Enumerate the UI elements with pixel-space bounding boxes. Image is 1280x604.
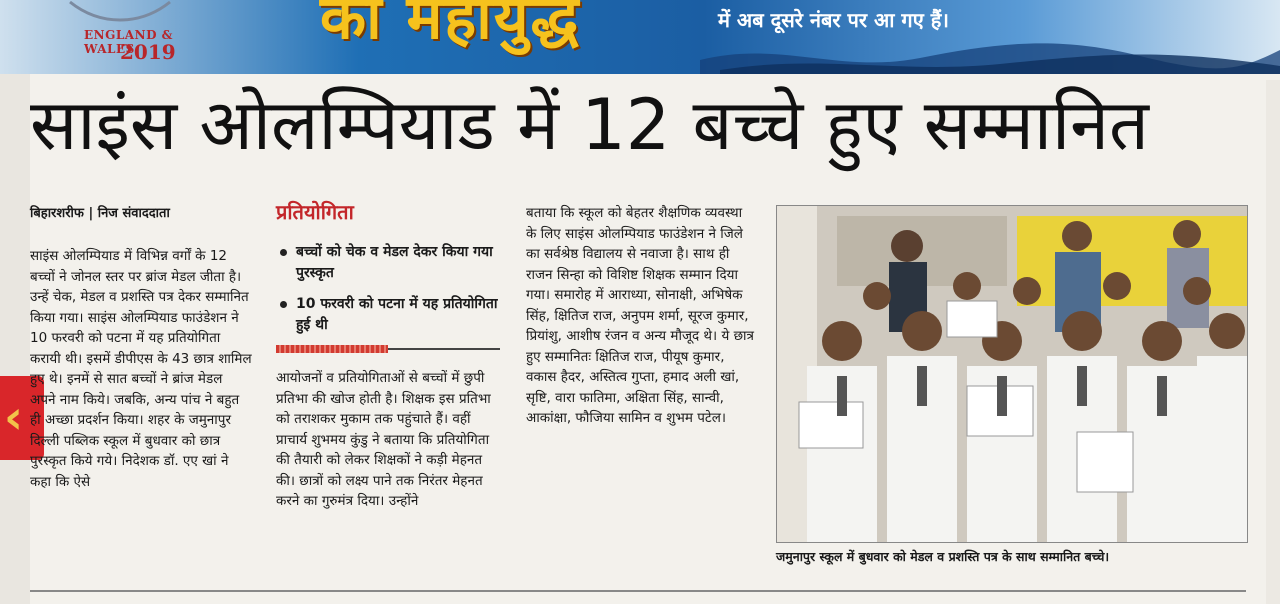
chevron-left-icon: ‹	[4, 390, 23, 444]
section-label: प्रतियोगिता	[276, 200, 354, 224]
left-margin	[0, 74, 30, 604]
banner-subtitle: में अब दूसरे नंबर पर आ गए हैं।	[718, 8, 949, 32]
news-photo	[776, 205, 1248, 543]
article-headline: साइंस ओलम्पियाड में 12 बच्चे हुए सम्मानित	[30, 84, 1149, 166]
article-column-1: साइंस ओलम्पियाड में विभिन्न वर्गों के 12 बच्चों ने जोनल स्तर पर ब्रांज मेडल जीता है। उन्हें चेक, मेडल व प्रशस्ति पत्र देकर सम्मानित किया गया। साइंस ओलम्पियाड फाउंडेशन ने 10 फरवरी को पटना में यह प्रतियोगिता करायी थी। इसमें डीपीएस के 43 छात्र शामिल हुए थे। इनमें से सात बच्चों ने ब्रांज मेडल अपने नाम किये। जबकि, अन्य पांच ने बहुत ही अच्छा प्रदर्शन किया। शहर के जमुनापुर दिल्ली पब्लिक स्कूल में बुधवार को छात्र पुरस्कृत किये गये। निदेशक डॉ. एए खां ने कहा कि ऐसे	[30, 248, 252, 490]
adjacent-article-edge	[1266, 80, 1280, 604]
logo-emblem	[40, 0, 200, 30]
byline: बिहारशरीफ | निज संवाददाता	[30, 206, 170, 221]
logo-text: ENGLAND & WALES	[84, 28, 173, 56]
bullet-item: 10 फरवरी को पटना में यह प्रतियोगिता हुई थी	[276, 294, 502, 336]
world-cup-logo	[40, 0, 200, 72]
article-column-2: आयोजनों व प्रतियोगिताओं से बच्चों में छुपी प्रतिभा की खोज होती है। शिक्षक इस प्रतिभा को तराशकर मुकाम तक पहुंचाते हैं। वहीं प्राचार्य शुभमय कुंडु ने बताया कि प्रतियोगिता की तैयारी को लेकर शिक्षकों ने कड़ी मेहनत की। छात्रों को लक्ष्य पाने तक निरंतर मेहनत करने का गुरुमंत्र दिया। उन्होंने	[276, 370, 491, 509]
photo-illustration	[777, 206, 1247, 542]
banner-swirl-graphic	[700, 30, 1280, 74]
top-banner	[0, 0, 1280, 74]
photo-caption: जमुनापुर स्कूल में बुधवार को मेडल व प्रशस्ति पत्र के साथ सम्मानित बच्चे।	[776, 549, 1110, 564]
bullet-item: बच्चों को चेक व मेडल देकर किया गया पुरस्कृत	[276, 242, 502, 284]
section-rule	[388, 348, 500, 350]
banner-headline: का महायुद्ध	[320, 0, 581, 53]
article-column-3: बताया कि स्कूल को बेहतर शैक्षणिक व्यवस्था के लिए साइंस ओलम्पियाड फाउंडेशन ने जिले का सर्वश्रेष्ठ विद्यालय से नवाजा है। साथ ही राजन सिन्हा को विशिष्ट शिक्षक सम्मान दिया गया। समारोह में आराध्या, सोनाक्षी, अभिषेक सिंह, क्षितिज राज, अनुपम शर्मा, सूरज कुमार, प्रियांशु, आशीष रंजन व अन्य मौजूद थे। ये छात्र हुए सम्मानितः क्षितिज राज, पीयूष कुमार, वकास हैदर, अस्तित्व गुप्ता, हमाद अली खां, सृष्टि, वारा फातिमा, अक्षिता सिंह, सान्वी, आकांक्षा, फौजिया सामिन व शुभम पटेल।	[526, 205, 754, 426]
highlight-bullets	[276, 242, 502, 346]
page-bottom-rule	[30, 590, 1246, 592]
logo-year: 2019	[120, 40, 176, 64]
section-divider	[276, 345, 388, 353]
